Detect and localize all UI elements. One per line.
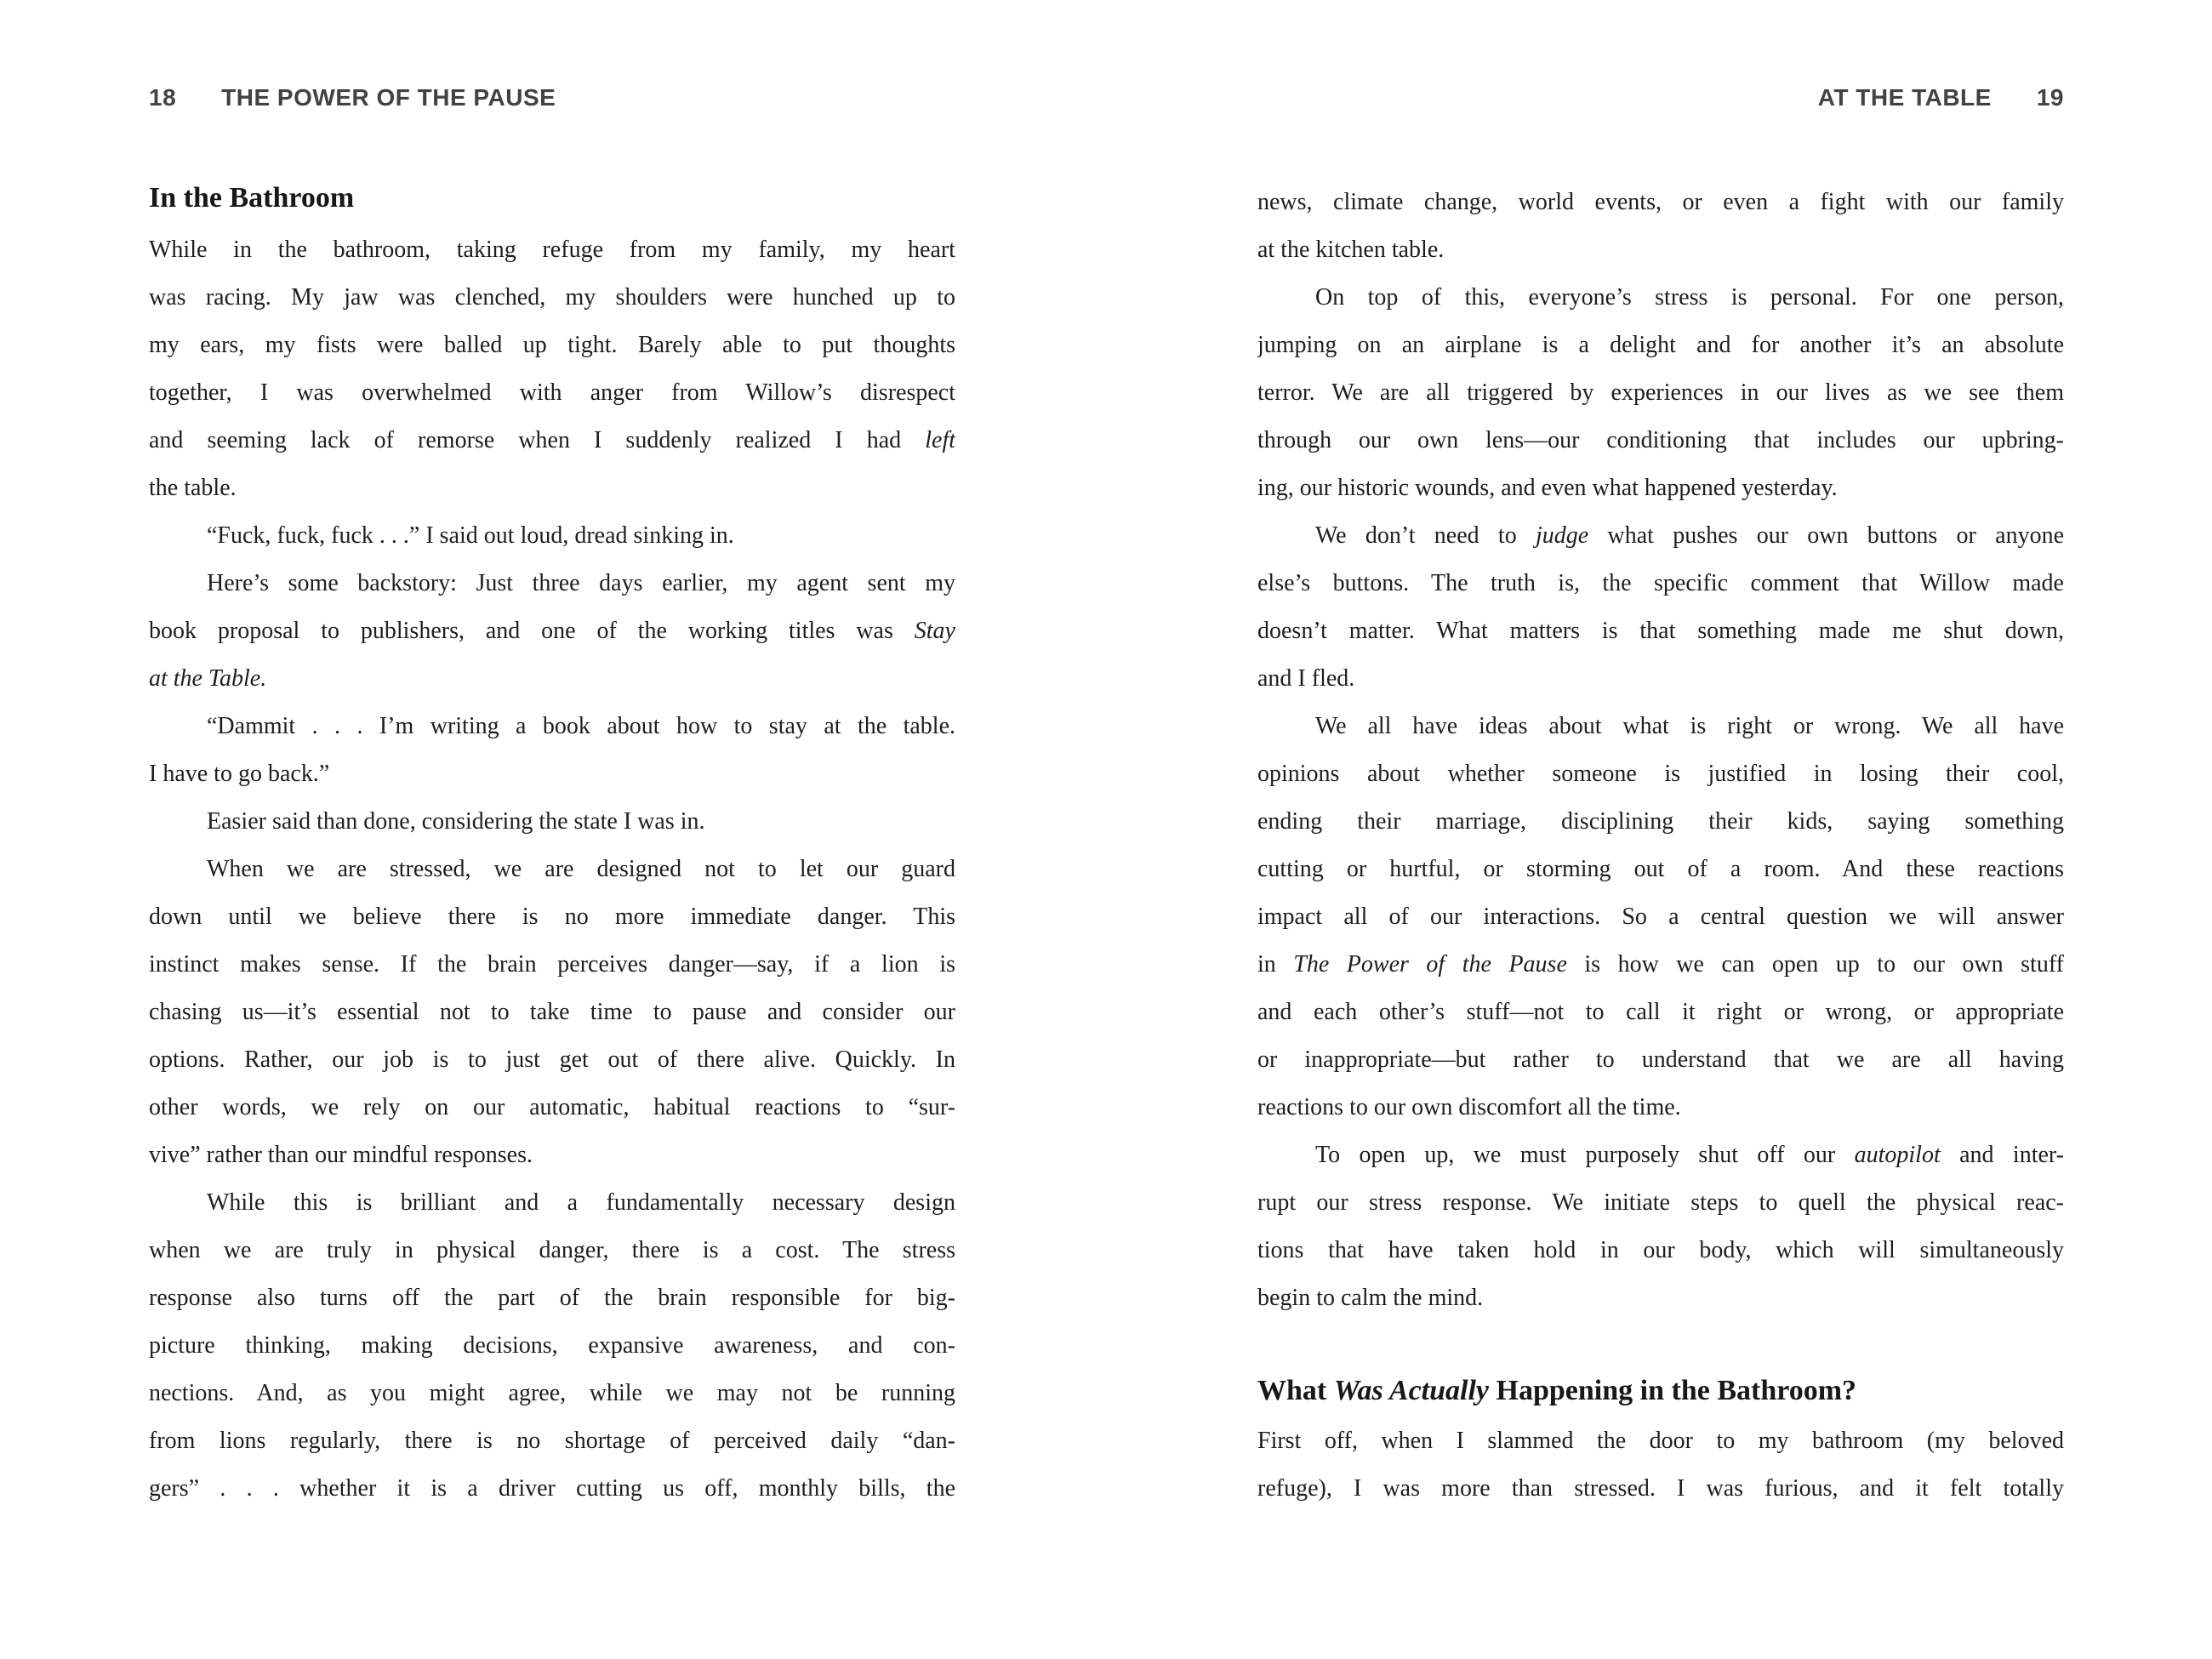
body-line: gers” . . . whether it is a driver cutting us off, monthly bills, the [149,1475,955,1502]
body-line: tions that have taken hold in our body, which will simultaneously [1257,1237,2064,1263]
body-line: vive” rather than our mindful responses. [149,1142,533,1168]
page-number: 18 [149,84,177,111]
body-line: news, climate change, world events, or even a fight with our family [1257,189,2064,215]
body-line: options. Rather, our job is to just get out of there alive. Quickly. In [149,1046,955,1073]
body-line: nections. And, as you might agree, while we may not be running [149,1380,955,1406]
body-line: impact all of our interactions. So a central question we will answer [1257,904,2064,930]
body-line: Easier said than done, considering the state I was in. [207,808,705,835]
body-line: in The Power of the Pause is how we can open up to our own stuff [1257,951,2064,978]
body-line: together, I was overwhelmed with anger from Willow’s disrespect [149,379,955,406]
body-line: ending their marriage, disciplining their kids, saying something [1257,808,2064,835]
body-line: response also turns off the part of the brain responsible for big- [149,1285,955,1311]
body-line: We all have ideas about what is right or wrong. We all have [1315,713,2064,739]
body-line: When we are stressed, we are designed not to let our guard [207,856,955,882]
body-line: else’s buttons. The truth is, the specific comment that Willow made [1257,570,2064,596]
body-line: Here’s some backstory: Just three days earlier, my agent sent my [207,570,955,596]
body-line: “Fuck, fuck, fuck . . .” I said out loud, dread sinking in. [207,522,734,549]
body-line: was racing. My jaw was clenched, my shoulders were hunched up to [149,284,955,311]
body-line: other words, we rely on our automatic, habitual reactions to “sur- [149,1094,955,1120]
running-header-left [149,83,955,112]
body-line: While in the bathroom, taking refuge from my family, my heart [149,237,955,263]
body-line: ing, our historic wounds, and even what happened yesterday. [1257,475,1838,501]
body-line: and each other’s stuff—not to call it right or wrong, or appropriate [1257,999,2064,1025]
page-body [149,179,955,1513]
body-line: book proposal to publishers, and one of the working titles was Stay [149,618,955,644]
running-title: THE POWER OF THE PAUSE [221,84,556,111]
body-line: at the kitchen table. [1257,237,1445,263]
page-number: 19 [2036,84,2064,111]
body-line: my ears, my fists were balled up tight. Barely able to put thoughts [149,332,955,358]
body-line: the table. [149,475,237,501]
section-subheading: What Was Actually Happening in the Bathroom? [1257,1375,1857,1406]
body-line: from lions regularly, there is no shortage of perceived daily “dan- [149,1428,955,1454]
body-line: I have to go back.” [149,761,330,787]
body-line: On top of this, everyone’s stress is personal. For one person, [1315,284,2064,311]
body-line: and I fled. [1257,665,1355,692]
body-line: First off, when I slammed the door to my bathroom (my beloved [1257,1428,2064,1454]
body-line: doesn’t matter. What matters is that something made me shut down, [1257,618,2064,644]
body-line: refuge), I was more than stressed. I was furious, and it felt totally [1257,1475,2064,1502]
section-gap [1257,1322,2064,1370]
body-line: or inappropriate—but rather to understand that we are all having [1257,1046,2064,1073]
body-line: cutting or hurtful, or storming out of a room. And these reactions [1257,856,2064,882]
body-line: at the Table. [149,665,267,692]
body-line: While this is brilliant and a fundamentally necessary design [207,1189,955,1216]
body-line: picture thinking, making decisions, expansive awareness, and con- [149,1332,955,1359]
body-line: chasing us—it’s essential not to take time to pause and consider our [149,999,955,1025]
running-title: AT THE TABLE [1817,84,1992,111]
body-line: instinct makes sense. If the brain perceives danger—say, if a lion is [149,951,955,978]
page-right [1106,0,2212,1659]
body-line: rupt our stress response. We initiate steps to quell the physical reac- [1257,1189,2064,1216]
body-line: and seeming lack of remorse when I suddenly realized I had left [149,427,955,453]
body-line: down until we believe there is no more immediate danger. This [149,904,955,930]
body-line: terror. We are all triggered by experiences in our lives as we see them [1257,379,2064,406]
body-line: when we are truly in physical danger, there is a cost. The stress [149,1237,955,1263]
body-line: reactions to our own discomfort all the time. [1257,1094,1681,1120]
body-line: “Dammit . . . I’m writing a book about how to stay at the table. [207,713,955,739]
body-line: We don’t need to judge what pushes our own buttons or anyone [1315,522,2064,549]
page-body [1257,179,2064,1513]
body-line: To open up, we must purposely shut off our autopilot and inter- [1315,1142,2064,1168]
body-line: begin to calm the mind. [1257,1285,1484,1311]
body-line: jumping on an airplane is a delight and for another it’s an absolute [1257,332,2064,358]
body-line: opinions about whether someone is justified in losing their cool, [1257,761,2064,787]
running-header-right [1257,83,2064,112]
body-line: through our own lens—our conditioning that includes our upbring- [1257,427,2064,453]
section-heading: In the Bathroom [149,182,355,214]
